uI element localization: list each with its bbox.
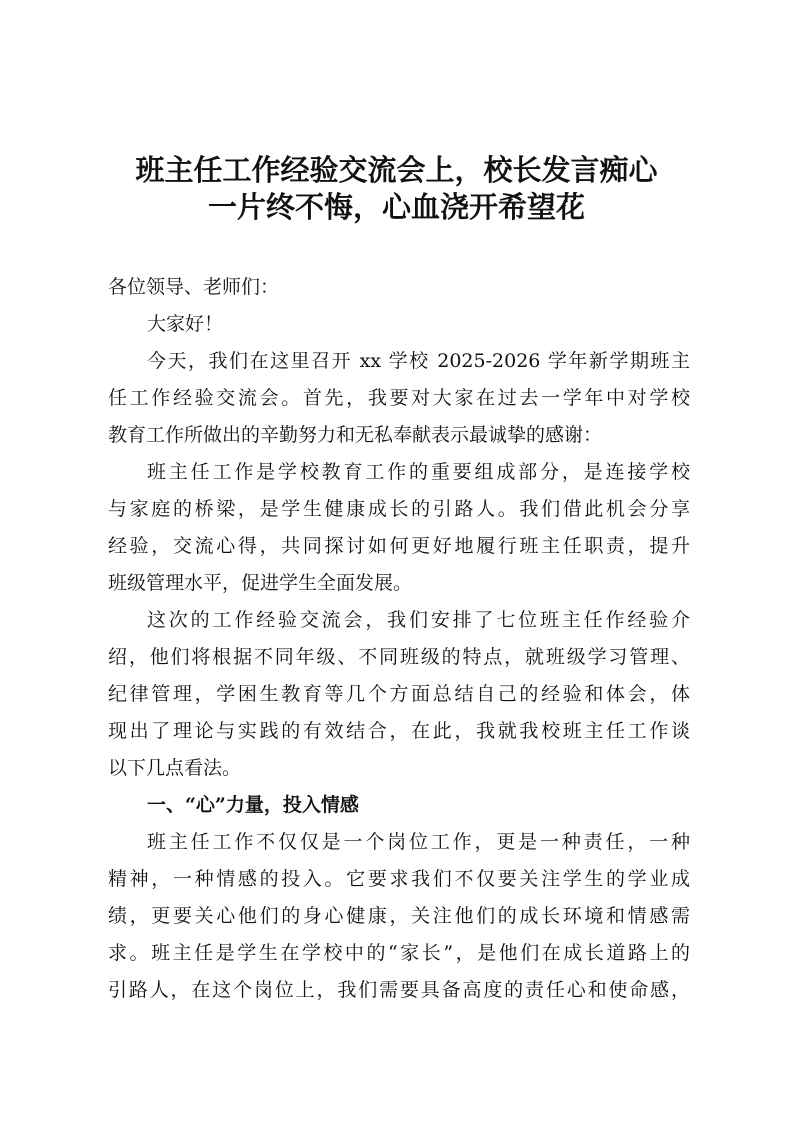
paragraph-line: 以下几点看法。: [108, 757, 242, 779]
paragraph-line: 任工作经验交流会。首先，我要对大家在过去一学年中对学校: [108, 387, 690, 409]
title-line-2: 一片终不悔，心血浇开希望花: [207, 190, 585, 224]
paragraph-line: 教育工作所做出的辛勤努力和无私奉献表示最诚挚的感谢：: [108, 424, 603, 446]
paragraph-line: 精神，一种情感的投入。它要求我们不仅要关注学生的学业成: [108, 868, 690, 890]
paragraph-line: 班主任工作是学校教育工作的重要组成部分，是连接学校: [147, 461, 690, 483]
paragraph-line: 这次的工作经验交流会，我们安排了七位班主任作经验介: [147, 609, 690, 631]
salutation: 各位领导、老师们：: [108, 276, 280, 298]
paragraph-line: 班级管理水平，促进学生全面发展。: [108, 572, 413, 594]
section-heading: 一、“心”力量，投入情感: [147, 794, 359, 816]
paragraph-line: 求。班主任是学生在学校中的“家长”，是他们在成长道路上的: [108, 942, 690, 964]
paragraph-line: 经验，交流心得，共同探讨如何更好地履行班主任职责，提升: [108, 535, 690, 557]
paragraph-line: 绍，他们将根据不同年级、不同班级的特点，就班级学习管理、: [108, 646, 690, 668]
paragraph-line: 现出了理论与实践的有效结合，在此，我就我校班主任工作谈: [108, 720, 690, 742]
paragraph-line: 绩，更要关心他们的身心健康，关注他们的成长环境和情感需: [108, 905, 690, 927]
paragraph-line: 班主任工作不仅仅是一个岗位工作，更是一种责任，一种: [147, 831, 690, 853]
paragraph-line: 引路人，在这个岗位上，我们需要具备高度的责任心和使命感，: [108, 979, 690, 1001]
greeting: 大家好！: [147, 313, 224, 335]
paragraph-line: 与家庭的桥梁，是学生健康成长的引路人。我们借此机会分享: [108, 498, 690, 520]
title-line-1: 班主任工作经验交流会上，校长发言痴心: [135, 153, 658, 187]
paragraph-line: 今天，我们在这里召开 xx 学校 2025-2026 学年新学期班主: [147, 350, 690, 372]
paragraph-line: 纪律管理，学困生教育等几个方面总结自己的经验和体会，体: [108, 683, 690, 705]
